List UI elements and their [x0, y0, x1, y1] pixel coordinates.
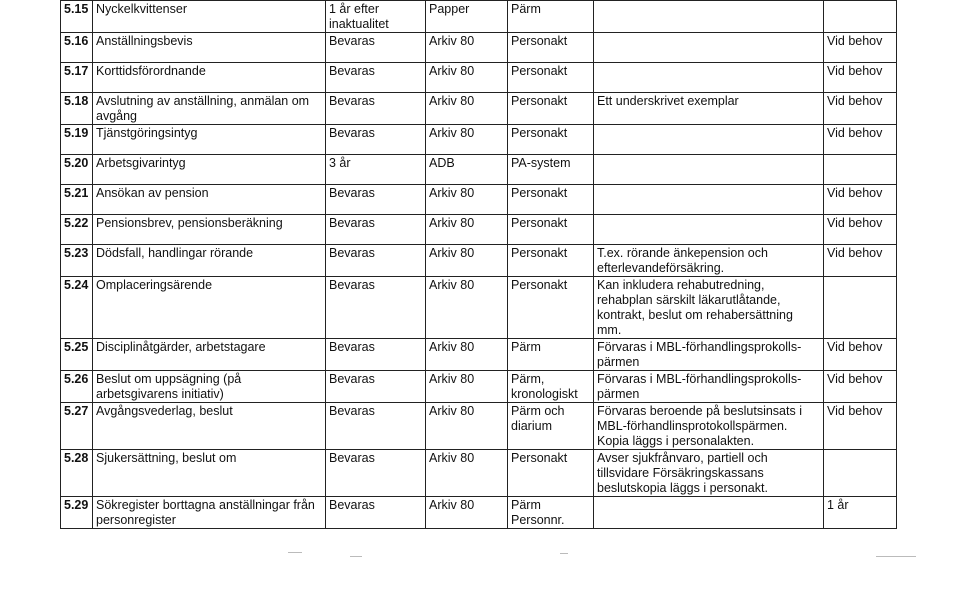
cell-frequency: Vid behov [824, 339, 897, 371]
cell-retention: Bevaras [326, 339, 426, 371]
table-row [61, 450, 897, 497]
cell-frequency: Vid behov [824, 33, 897, 63]
cell-frequency: Vid behov [824, 215, 897, 245]
cell-num: 5.28 [61, 450, 93, 497]
cell-frequency [824, 1, 897, 33]
records-table-body [61, 1, 897, 529]
scan-artifact [288, 552, 302, 553]
cell-frequency: Vid behov [824, 403, 897, 450]
cell-note: Ett underskrivet exemplar [594, 93, 824, 125]
cell-note [594, 1, 824, 33]
cell-num: 5.29 [61, 497, 93, 529]
cell-name: Korttidsförordnande [93, 63, 326, 93]
cell-retention: Bevaras [326, 33, 426, 63]
cell-num: 5.16 [61, 33, 93, 63]
cell-note [594, 215, 824, 245]
cell-retention: Bevaras [326, 185, 426, 215]
cell-num: 5.19 [61, 125, 93, 155]
cell-retention: Bevaras [326, 63, 426, 93]
table-row [61, 63, 897, 93]
cell-location: Personakt [508, 125, 594, 155]
table-row [61, 403, 897, 450]
table-row [61, 339, 897, 371]
cell-num: 5.26 [61, 371, 93, 403]
cell-note: T.ex. rörande änkepension och efterlevandeförsäkring. [594, 245, 824, 277]
cell-name: Anställningsbevis [93, 33, 326, 63]
table-row [61, 125, 897, 155]
cell-num: 5.22 [61, 215, 93, 245]
cell-storage: Arkiv 80 [426, 497, 508, 529]
cell-storage: Arkiv 80 [426, 450, 508, 497]
cell-location: Pärm Personnr. [508, 497, 594, 529]
cell-num: 5.20 [61, 155, 93, 185]
table-row [61, 277, 897, 339]
cell-retention: Bevaras [326, 371, 426, 403]
cell-num: 5.21 [61, 185, 93, 215]
cell-frequency: Vid behov [824, 245, 897, 277]
cell-retention: Bevaras [326, 215, 426, 245]
cell-retention: Bevaras [326, 93, 426, 125]
cell-location: Personakt [508, 63, 594, 93]
cell-storage: Arkiv 80 [426, 125, 508, 155]
cell-note [594, 497, 824, 529]
cell-storage: Arkiv 80 [426, 277, 508, 339]
cell-location: Personakt [508, 215, 594, 245]
cell-note [594, 33, 824, 63]
cell-name: Omplaceringsärende [93, 277, 326, 339]
cell-name: Arbetsgivarintyg [93, 155, 326, 185]
cell-num: 5.27 [61, 403, 93, 450]
cell-storage: Arkiv 80 [426, 245, 508, 277]
cell-storage: Papper [426, 1, 508, 33]
cell-note: Förvaras i MBL-förhandlingsprokolls-pärmen [594, 371, 824, 403]
cell-location: Pärm [508, 339, 594, 371]
table-row [61, 1, 897, 33]
cell-name: Sökregister borttagna anställningar från personregister [93, 497, 326, 529]
scan-artifact [560, 553, 568, 554]
cell-retention: Bevaras [326, 245, 426, 277]
table-row [61, 155, 897, 185]
cell-frequency [824, 450, 897, 497]
cell-note [594, 155, 824, 185]
table-row [61, 93, 897, 125]
cell-location: Pärm, kronologiskt [508, 371, 594, 403]
records-table [60, 0, 897, 529]
scan-artifact [350, 556, 362, 557]
cell-location: Personakt [508, 245, 594, 277]
scan-artifact [876, 556, 916, 557]
cell-storage: Arkiv 80 [426, 63, 508, 93]
cell-num: 5.25 [61, 339, 93, 371]
cell-retention: Bevaras [326, 277, 426, 339]
cell-note [594, 185, 824, 215]
cell-storage: Arkiv 80 [426, 185, 508, 215]
cell-location: Pärm och diarium [508, 403, 594, 450]
cell-name: Ansökan av pension [93, 185, 326, 215]
cell-name: Dödsfall, handlingar rörande [93, 245, 326, 277]
cell-name: Tjänstgöringsintyg [93, 125, 326, 155]
cell-num: 5.18 [61, 93, 93, 125]
cell-retention: 1 år efter inaktualitet [326, 1, 426, 33]
table-row [61, 185, 897, 215]
cell-num: 5.23 [61, 245, 93, 277]
cell-storage: Arkiv 80 [426, 371, 508, 403]
cell-location: Personakt [508, 93, 594, 125]
cell-frequency: Vid behov [824, 93, 897, 125]
table-row [61, 371, 897, 403]
cell-frequency [824, 277, 897, 339]
cell-note: Kan inkludera rehabutredning, rehabplan särskilt läkarutlåtande, kontrakt, beslut om rehabersättning mm. [594, 277, 824, 339]
cell-location: Personakt [508, 277, 594, 339]
cell-location: Personakt [508, 33, 594, 63]
cell-name: Disciplinåtgärder, arbetstagare [93, 339, 326, 371]
cell-frequency: 1 år [824, 497, 897, 529]
cell-retention: Bevaras [326, 450, 426, 497]
cell-location: PA-system [508, 155, 594, 185]
cell-frequency: Vid behov [824, 63, 897, 93]
cell-frequency: Vid behov [824, 185, 897, 215]
table-row [61, 497, 897, 529]
cell-storage: Arkiv 80 [426, 339, 508, 371]
cell-name: Nyckelkvittenser [93, 1, 326, 33]
cell-storage: Arkiv 80 [426, 33, 508, 63]
table-row [61, 245, 897, 277]
cell-storage: Arkiv 80 [426, 215, 508, 245]
cell-location: Pärm [508, 1, 594, 33]
cell-name: Avgångsvederlag, beslut [93, 403, 326, 450]
cell-location: Personakt [508, 185, 594, 215]
table-row [61, 33, 897, 63]
cell-retention: 3 år [326, 155, 426, 185]
cell-retention: Bevaras [326, 403, 426, 450]
cell-frequency [824, 155, 897, 185]
cell-name: Sjukersättning, beslut om [93, 450, 326, 497]
cell-storage: Arkiv 80 [426, 403, 508, 450]
cell-storage: ADB [426, 155, 508, 185]
cell-note: Avser sjukfrånvaro, partiell och tillsvidare Försäkringskassans beslutskopia läggs i personakt. [594, 450, 824, 497]
cell-name: Pensionsbrev, pensionsberäkning [93, 215, 326, 245]
cell-num: 5.24 [61, 277, 93, 339]
cell-name: Avslutning av anställning, anmälan om avgång [93, 93, 326, 125]
cell-note [594, 125, 824, 155]
cell-storage: Arkiv 80 [426, 93, 508, 125]
cell-num: 5.15 [61, 1, 93, 33]
cell-frequency: Vid behov [824, 371, 897, 403]
cell-name: Beslut om uppsägning (på arbetsgivarens initiativ) [93, 371, 326, 403]
cell-retention: Bevaras [326, 125, 426, 155]
cell-num: 5.17 [61, 63, 93, 93]
cell-location: Personakt [508, 450, 594, 497]
table-row [61, 215, 897, 245]
cell-note [594, 63, 824, 93]
cell-frequency: Vid behov [824, 125, 897, 155]
cell-note: Förvaras beroende på beslutsinsats i MBL-förhandlinsprotokollspärmen. Kopia läggs i personalakten. [594, 403, 824, 450]
cell-retention: Bevaras [326, 497, 426, 529]
cell-note: Förvaras i MBL-förhandlingsprokolls-pärmen [594, 339, 824, 371]
